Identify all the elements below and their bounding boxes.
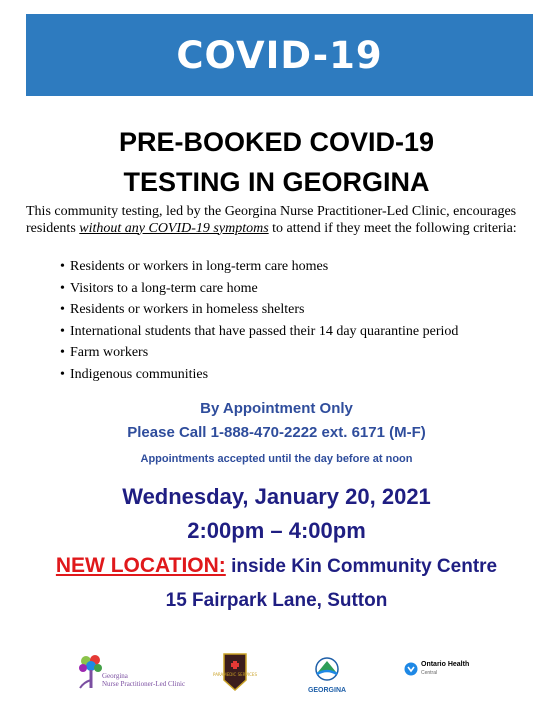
clinic-logo (76, 650, 186, 694)
event-location (0, 554, 553, 578)
bullet-icon: • (60, 302, 65, 317)
georgina-text: GEORGINA (307, 687, 347, 694)
bullet-icon: • (60, 259, 65, 274)
new-location-label: NEW LOCATION: (55, 554, 226, 577)
bullet-icon: • (60, 280, 65, 296)
paramedic-badge-icon (213, 652, 257, 692)
georgina-logo-icon (304, 656, 350, 682)
bullet-icon: • (60, 366, 65, 382)
criteria-text: Residents or workers in homeless shelters (70, 302, 305, 317)
title-line-2: TESTING IN GEORGINA (123, 167, 430, 197)
list-item (60, 256, 458, 278)
event-date: Wednesday, January 20, 2021 (122, 484, 431, 509)
paramedic-logo (213, 652, 257, 694)
covid-banner (26, 14, 533, 96)
ontario-health-logo (404, 660, 484, 684)
list-item (60, 364, 458, 386)
bullet-icon: • (60, 323, 65, 339)
paramedic-text: PARAMEDIC SERVICES (213, 672, 257, 677)
ontario-health-icon (404, 662, 418, 676)
event-time: 2:00pm – 4:00pm (187, 518, 366, 543)
criteria-text: Visitors to a long-term care home (70, 280, 258, 296)
location-text: inside Kin Community Centre (225, 556, 498, 577)
appointment-note: Appointments accepted until the day before at noon (140, 453, 413, 465)
list-item (60, 321, 458, 343)
intro-emphasis: without any COVID-19 symptoms (79, 220, 269, 236)
appointment-only: By Appointment Only (200, 400, 353, 417)
georgina-logo (304, 656, 350, 696)
ontario-health-region: Central (421, 670, 438, 676)
banner-title: COVID-19 (176, 33, 383, 77)
criteria-text: Indigenous communities (70, 366, 209, 382)
intro-paragraph (26, 204, 538, 237)
title-line-1: PRE-BOOKED COVID-19 (118, 127, 435, 157)
criteria-list (60, 256, 458, 385)
criteria-text: Farm workers (70, 345, 149, 360)
bullet-icon: • (60, 345, 65, 360)
intro-text-start: This community testing, led by the Georgina Nurse Practitioner-Led Clinic, encourages residents (26, 204, 517, 236)
page-title (0, 122, 553, 202)
logo-row (0, 640, 553, 700)
phone-line: Please Call 1-888-470-2222 ext. 6171 (M-F) (127, 424, 426, 441)
list-item (60, 278, 458, 300)
criteria-text: International students that have passed their 14 day quarantine period (70, 323, 459, 339)
criteria-text: Residents or workers in long-term care homes (70, 259, 329, 274)
list-item (60, 299, 458, 321)
clinic-subtitle: Nurse Practitioner-Led Clinic (102, 680, 186, 688)
event-address: 15 Fairpark Lane, Sutton (165, 590, 388, 611)
clinic-name: Georgina (102, 672, 128, 680)
intro-text-end: to attend if they meet the following criteria: (268, 220, 517, 236)
ontario-health-name: Ontario Health (421, 661, 470, 668)
list-item (60, 342, 458, 364)
